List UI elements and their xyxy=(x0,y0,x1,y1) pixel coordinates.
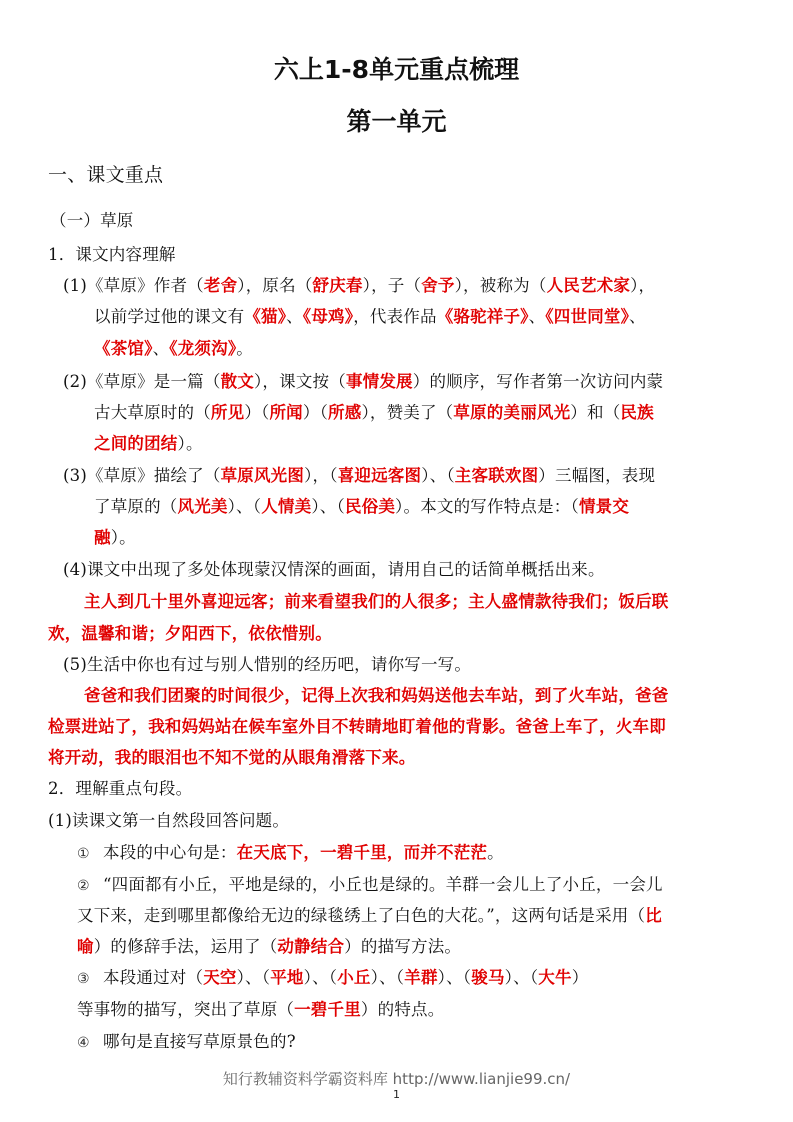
text-line xyxy=(84,588,669,612)
answer-text: 将开动，我的眼泪也不知不觉的从眼角滑落下来。 xyxy=(48,748,416,767)
text-line xyxy=(94,303,646,327)
text-line xyxy=(77,996,444,1020)
text-line xyxy=(48,807,289,831)
answer-text: 人民艺术家 xyxy=(546,276,631,295)
answer-text: 舍予 xyxy=(421,276,455,295)
text-line xyxy=(84,682,669,706)
answer-text: 欢，温馨和谐；夕阳西下，依依惜别。 xyxy=(48,624,332,643)
body-text: (5)生活中你也有过与别人惜别的经历吧，请你写一写。 xyxy=(63,655,472,674)
text-line xyxy=(48,744,415,768)
body-text: ）、（ xyxy=(504,968,539,987)
page-number: 1 xyxy=(393,1088,400,1101)
body-text: 、 xyxy=(528,307,546,326)
answer-text: 《猫》 xyxy=(244,307,287,326)
item-number: ② xyxy=(77,878,90,894)
document-title: 六上1-8单元重点梳理 xyxy=(273,55,520,84)
answer-text: 检票进站了，我和妈妈站在候车室外目不转睛地盯着他的背影。爸爸上车了，火车即 xyxy=(48,717,666,736)
lesson-heading: （一）草原 xyxy=(50,211,134,230)
body-text: ）、（ xyxy=(303,968,338,987)
body-text: ），课文按（ xyxy=(253,372,346,391)
answer-text: 喜迎远客图 xyxy=(337,466,422,485)
answer-text: 《龙须沟》 xyxy=(169,339,237,358)
unit-title: 第一单元 xyxy=(346,107,447,136)
answer-text: 事情发展 xyxy=(345,372,413,391)
answer-text: 主客联欢图 xyxy=(454,466,539,485)
answer-text: 爸爸和我们团聚的时间很少，记得上次我和妈妈送他去车站，到了火车站，爸爸 xyxy=(84,686,669,705)
body-text: 。 xyxy=(236,339,253,358)
body-text: 。 xyxy=(487,843,504,862)
body-text: “四面都有小丘，平地是绿的，小丘也是绿的。羊群一会儿上了小丘，一会儿 xyxy=(103,875,663,894)
answer-text: 小丘 xyxy=(337,968,371,987)
body-text: (1)读课文第一自然段回答问题。 xyxy=(48,811,290,830)
answer-text: 草原的美丽风光 xyxy=(453,403,571,422)
answer-text: 风光美 xyxy=(177,497,228,516)
body-text: 哪句是直接写草原景色的? xyxy=(103,1032,296,1051)
body-text: ）三幅图，表现 xyxy=(538,466,656,485)
text-line xyxy=(77,839,504,863)
body-text: 、 xyxy=(629,307,646,326)
body-text: ）， xyxy=(630,276,656,295)
text-line xyxy=(63,462,655,486)
answer-text: 所感 xyxy=(328,403,362,422)
answer-text: 动静结合 xyxy=(277,937,345,956)
answer-text: 《母鸡》 xyxy=(302,307,354,326)
answer-text: 老舍 xyxy=(203,276,238,295)
text-line xyxy=(94,524,136,548)
text-line xyxy=(77,902,662,926)
answer-text: 舒庆春 xyxy=(312,276,363,295)
section-heading: 一、课文重点 xyxy=(48,164,164,186)
body-text: 、 xyxy=(152,339,170,358)
answer-text: 《茶馆》 xyxy=(94,339,153,358)
text-line xyxy=(63,556,605,580)
item-number: ① xyxy=(77,846,90,862)
text-line xyxy=(77,871,663,895)
answer-text: 主人到几十里外喜迎远客；前来看望我们的人很多；主人盛情款待我们；饭后联 xyxy=(84,592,669,611)
body-text: ）。本文的写作特点是：（ xyxy=(395,497,579,516)
text-line xyxy=(48,620,332,644)
body-text: ）的修辞手法，运用了（ xyxy=(93,937,278,956)
body-text: ）、（ xyxy=(227,497,262,516)
text-line xyxy=(94,493,629,517)
body-text: ）的特点。 xyxy=(360,1000,445,1019)
text-line xyxy=(63,368,663,392)
answer-text: 融 xyxy=(94,528,111,547)
body-text: 又下来，走到哪里都像给无边的绿毯绣上了白色的大花。”，这两句话是采用（ xyxy=(77,906,646,925)
text-line xyxy=(94,335,253,359)
answer-text: 在天底下，一碧千里，而并不茫茫 xyxy=(236,843,488,862)
answer-text: 民俗美 xyxy=(344,497,396,516)
body-text: (1)《草原》作者（ xyxy=(63,276,204,295)
body-text: (3)《草原》描绘了（ xyxy=(63,466,221,485)
body-text: (2)《草原》是一篇（ xyxy=(63,372,221,391)
answer-text: 一碧千里 xyxy=(294,1000,361,1019)
body-text: 等事物的描写，突出了草原（ xyxy=(77,1000,295,1019)
answer-text: 骏马 xyxy=(471,968,505,987)
answer-text: 平地 xyxy=(270,968,304,987)
answer-text: 羊群 xyxy=(404,968,438,987)
body-text: ，代表作品 xyxy=(353,307,437,326)
body-text: 本段通过对（ xyxy=(103,968,204,987)
answer-text: 民族 xyxy=(620,403,654,422)
body-text: ），被称为（ xyxy=(454,276,547,295)
point-heading-2: 2．理解重点句段。 xyxy=(48,779,193,798)
answer-text: 之间的团结 xyxy=(94,434,178,453)
answer-text: 草原风光图 xyxy=(220,466,305,485)
body-text: ）（ xyxy=(244,403,270,422)
body-text: ）、（ xyxy=(370,968,405,987)
body-text: 、 xyxy=(286,307,303,326)
body-text: ）和（ xyxy=(570,403,621,422)
text-line xyxy=(63,272,655,296)
body-text: ）、（ xyxy=(236,968,271,987)
text-line xyxy=(77,1028,296,1052)
text-line xyxy=(48,713,666,737)
text-line xyxy=(77,933,461,957)
body-text: ） xyxy=(571,968,589,987)
body-text: ）、（ xyxy=(421,466,455,485)
text-line xyxy=(77,964,588,988)
body-text: 古大草原时的（ xyxy=(94,403,211,422)
answer-text: 所闻 xyxy=(269,403,303,422)
body-text: ）、（ xyxy=(311,497,345,516)
answer-text: 《四世同堂》 xyxy=(545,307,630,326)
body-text: ）、（ xyxy=(437,968,472,987)
text-line xyxy=(94,399,654,423)
text-line xyxy=(63,651,471,675)
body-text: ），赞美了（ xyxy=(361,403,454,422)
body-text: ），（ xyxy=(304,466,338,485)
body-text: ）（ xyxy=(302,403,329,422)
answer-text: 天空 xyxy=(203,968,237,987)
footer-watermark: 知行教辅资料学霸资料库 http://www.lianjie99.cn/ xyxy=(222,1070,571,1088)
answer-text: 所见 xyxy=(210,403,245,422)
body-text: 以前学过他的课文有 xyxy=(94,307,245,326)
answer-text: 散文 xyxy=(220,372,254,391)
answer-text: 比 xyxy=(645,906,662,925)
text-line xyxy=(94,430,203,454)
item-number: ③ xyxy=(77,971,90,987)
body-text: (4)课文中出现了多处体现蒙汉情深的画面，请用自己的话简单概括出来。 xyxy=(63,560,605,579)
body-text: ）。 xyxy=(177,434,203,453)
answer-text: 人情美 xyxy=(261,497,312,516)
body-text: ）的描写方法。 xyxy=(344,937,462,956)
answer-text: 喻 xyxy=(77,937,94,956)
body-text: 了草原的（ xyxy=(94,497,178,516)
body-text: ），原名（ xyxy=(237,276,313,295)
answer-text: 大牛 xyxy=(538,968,572,987)
body-text: 本段的中心句是： xyxy=(103,843,237,862)
point-heading-1: 1．课文内容理解 xyxy=(48,245,176,264)
body-text: ）。 xyxy=(110,528,136,547)
item-number: ④ xyxy=(77,1035,90,1051)
answer-text: 情景交 xyxy=(578,497,630,516)
answer-text: 《骆驼祥子》 xyxy=(436,307,529,326)
body-text: ），子（ xyxy=(362,276,422,295)
body-text: ）的顺序，写作者第一次访问内蒙 xyxy=(412,372,664,391)
